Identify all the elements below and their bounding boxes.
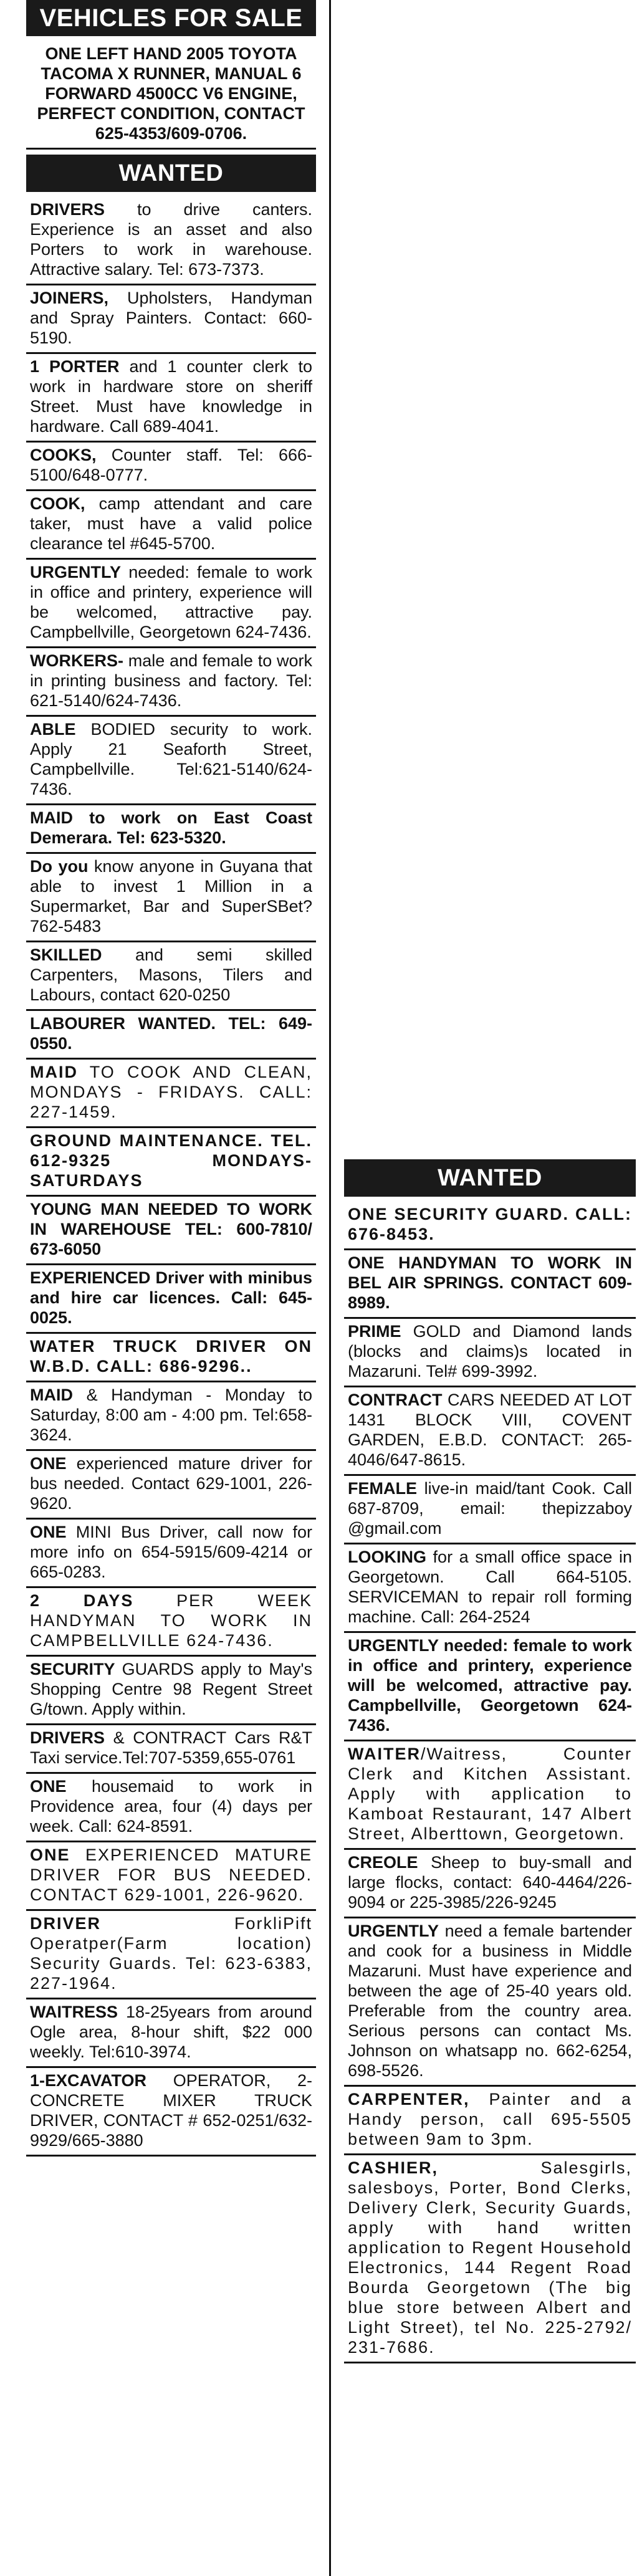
left-ad-item: [26, 1520, 316, 1588]
ad-lead: ABLE: [30, 720, 76, 739]
left-ad-item: [26, 942, 316, 1011]
left-ad-item: [26, 1999, 316, 2068]
ad-lead: COOK,: [30, 494, 85, 513]
right-ads-list: [344, 1202, 636, 2363]
ad-lead: PRIME: [348, 1322, 401, 1341]
ad-lead: SECURITY: [30, 1660, 115, 1678]
left-ad-item: [26, 854, 316, 942]
right-ad-item: [344, 1319, 636, 1387]
ad-text: OPERATOR, 2- CONCRETE MIXER TRUCK DRIVER, CONTACT # 652-0251/632-9929/665-3880: [30, 2071, 312, 2150]
ad-lead: YOUNG MAN NEEDED TO WORK IN WAREHOUSE TEL: 600-7810/ 673-6050: [30, 1200, 312, 1258]
right-ad-item: [344, 1544, 636, 1633]
ad-text: 18-25years from around Ogle area, 8-hour shift, $22 000 weekly. Tel:610-3974.: [30, 2003, 312, 2061]
ad-lead: ONE SECURITY GUARD. CALL: 676-8453.: [348, 1205, 632, 1243]
ad-text: Upholsters, Handyman and Spray Painters. Contact: 660-5190.: [30, 289, 312, 347]
ad-text: CARS NEEDED AT LOT 1431 BLOCK VIII, COVENT GARDEN, E.B.D. CONTACT: 265-4046/647-8615.: [348, 1391, 632, 1469]
ad-lead: ONE: [30, 1846, 70, 1864]
left-ad-item: [26, 1128, 316, 1197]
left-ad-item: [26, 354, 316, 443]
left-ad-item: [26, 2068, 316, 2157]
left-ad-item: [26, 1060, 316, 1128]
left-ad-item: [26, 1588, 316, 1657]
ad-lead: ONE: [30, 1454, 67, 1473]
ad-text: experienced mature driver for bus needed. Contact 629-1001, 226-9620.: [30, 1454, 312, 1513]
ad-text: Counter staff. Tel: 666-5100/648-0777.: [30, 446, 312, 484]
left-ad-item: [26, 443, 316, 491]
ad-lead: LOOKING: [348, 1548, 426, 1566]
left-column: [26, 0, 316, 2157]
ad-lead: GROUND MAINTENANCE. TEL. 612-9325 MONDAYS-SATURDAYS: [30, 1131, 312, 1190]
ad-lead: CREOLE: [348, 1853, 418, 1872]
left-ad-item: [26, 648, 316, 717]
ad-text: for a small office space in Georgetown. Call 664-5105. SERVICEMAN to repair roll forming machine. Call: 264-2524: [348, 1548, 632, 1626]
ad-lead: URGENTLY: [348, 1922, 439, 1940]
ad-text: Painter and a Handy person, call 695-5505 between 9am to 3pm.: [348, 2090, 632, 2148]
ad-lead: WAITRESS: [30, 2003, 118, 2021]
ad-text: GUARDS apply to May's Shopping Centre 98 Regent Street G/town. Apply within.: [30, 1660, 312, 1718]
ad-text: BODIED security to work. Apply 21 Seaforth Street, Campbellville. Tel:621-5140/624-7436.: [30, 720, 312, 798]
left-ad-item: [26, 1774, 316, 1842]
right-ad-item: [344, 1850, 636, 1918]
vehicles-for-sale-header: VEHICLES FOR SALE: [26, 0, 316, 36]
column-divider: [329, 0, 331, 2576]
ad-text: to drive canters. Experience is an asset and also Porters to work in warehouse. Attractive salary. Tel: 673-7373.: [30, 200, 312, 279]
ad-lead: URGENTLY: [30, 563, 122, 582]
wanted-header-right: WANTED: [344, 1159, 636, 1197]
ad-text: MINI Bus Driver, call now for more info on 654-5915/609-4214 or 665-0283.: [30, 1523, 312, 1581]
ad-lead: JOINERS,: [30, 289, 109, 307]
ad-lead: ONE: [30, 1777, 67, 1796]
ad-text: need a female bartender and cook for a business in Middle Mazaruni. Must have experience and between the age of 25-40 years old. Preferable from the country area. Serious persons can contact Ms. Johnson on whatsapp no. 662-6254, 698-5526.: [348, 1922, 632, 2080]
wanted-header-left: WANTED: [26, 155, 316, 192]
right-ad-item: [344, 1918, 636, 2087]
left-ad-item: [26, 285, 316, 354]
left-ad-item: [26, 717, 316, 805]
ad-lead: WORKERS-: [30, 651, 123, 670]
ad-lead: DRIVERS: [30, 1728, 105, 1747]
left-ad-item: [26, 1725, 316, 1774]
vehicle-ad: ONE LEFT HAND 2005 TOYOTA TACOMA X RUNNER, MANUAL 6 FORWARD 4500CC V6 ENGINE, PERFECT CONDITION, CONTACT 625-4353/609-0706.: [26, 41, 316, 150]
ad-text: camp attendant and care taker, must have a valid police clearance tel #645-5700.: [30, 494, 312, 553]
ad-lead: WAITER: [348, 1745, 421, 1763]
left-ad-item: [26, 1451, 316, 1520]
right-ad-item: [344, 2155, 636, 2363]
ad-lead: MAID: [30, 1063, 78, 1081]
ad-text: Sheep to buy-small and large flocks, contact: 640-4464/226-9094 or 225-3985/226-9245: [348, 1853, 632, 1912]
ad-lead: COOKS,: [30, 446, 97, 464]
ad-text: /Waitress, Counter Clerk and Kitchen Assistant. Apply with application to Kamboat Restaurant, 147 Albert Street, Alberttown, Georgetown.: [348, 1745, 632, 1843]
left-ad-item: [26, 560, 316, 648]
right-column: [344, 1159, 636, 2363]
ad-text: know anyone in Guyana that able to invest 1 Million in a Supermarket, Bar and SuperSBet? 762-5483: [30, 857, 313, 936]
left-ad-item: [26, 1265, 316, 1334]
left-ad-item: [26, 1011, 316, 1060]
left-ad-item: [26, 197, 316, 285]
ad-lead: CONTRACT: [348, 1391, 443, 1409]
ad-lead: ONE: [30, 1523, 67, 1541]
left-ad-item: [26, 805, 316, 854]
ad-text: & CONTRACT Cars R&T Taxi service.Tel:707-5359,655-0761: [30, 1728, 312, 1767]
right-ad-item: [344, 1202, 636, 1250]
right-ad-item: [344, 1741, 636, 1850]
right-ad-item: [344, 1476, 636, 1544]
ad-text: housemaid to work in Providence area, four (4) days per week. Call: 624-8591.: [30, 1777, 312, 1836]
right-ad-item: [344, 1633, 636, 1741]
ad-lead: SKILLED: [30, 946, 102, 964]
ad-lead: DRIVERS: [30, 200, 105, 219]
ad-lead: Do you: [30, 857, 89, 876]
right-ad-item: [344, 1387, 636, 1476]
left-ad-item: [26, 1334, 316, 1382]
ad-text: TO COOK AND CLEAN, MONDAYS - FRIDAYS. CALL: 227-1459.: [30, 1063, 312, 1121]
left-ad-item: [26, 491, 316, 560]
right-ad-item: [344, 1250, 636, 1319]
left-ad-item: [26, 1382, 316, 1451]
left-ad-item: [26, 1657, 316, 1725]
ad-text: needed: female to work in office and printery, experience will be welcomed, attractive pay. Campbellville, Georgetown 624-7436.: [30, 563, 312, 641]
left-ad-item: [26, 1842, 316, 1911]
ad-text: EXPERIENCED MATURE DRIVER FOR BUS NEEDED. CONTACT 629-1001, 226-9620.: [30, 1846, 312, 1904]
ad-lead: FEMALE: [348, 1479, 417, 1498]
ad-text: PER WEEK HANDYMAN TO WORK IN CAMPBELLVILLE 624-7436.: [30, 1591, 312, 1650]
ad-lead: WATER TRUCK DRIVER ON W.B.D. CALL: 686-9296..: [30, 1337, 312, 1376]
ad-lead: MAID: [30, 1386, 73, 1404]
ad-lead: EXPERIENCED Driver with minibus and hire car licences. Call: 645-0025.: [30, 1268, 312, 1327]
right-ad-item: [344, 2087, 636, 2155]
ad-text: male and female to work in printing business and factory. Tel: 621-5140/624-7436.: [30, 651, 312, 710]
ad-lead: ONE HANDYMAN TO WORK IN BEL AIR SPRINGS. CONTACT 609-8989.: [348, 1253, 632, 1312]
ad-lead: DRIVER: [30, 1914, 102, 1933]
ad-lead: 1-EXCAVATOR: [30, 2071, 147, 2090]
ad-text: Salesgirls, salesboys, Porter, Bond Clerks, Delivery Clerk, Security Guards, apply with hand written application to Regent Household Electronics, 144 Regent Road Bourda Georgetown (The big blue store between Albert and Light Street), tel No. 225-2792/ 231-7686.: [348, 2158, 632, 2357]
left-ads-list: [26, 197, 316, 2157]
ad-text: GOLD and Diamond lands (blocks and claims)s located in Mazaruni. Tel# 699-3992.: [348, 1322, 632, 1381]
ad-text: ForkliPift Operatper(Farm location) Security Guards. Tel: 623-6383, 227-1964.: [30, 1914, 312, 1993]
ad-lead: 1 PORTER: [30, 357, 120, 376]
ad-lead: CARPENTER,: [348, 2090, 470, 2109]
ad-lead: CASHIER,: [348, 2158, 439, 2177]
ad-lead: LABOURER WANTED. TEL: 649-0550.: [30, 1014, 312, 1053]
ad-text: and 1 counter clerk to work in hardware store on sheriff Street. Must have knowledge in hardware. Call 689-4041.: [30, 357, 312, 436]
ad-lead: URGENTLY needed: female to work in office and printery, experience will be welcomed, attractive pay. Campbellville, Georgetown 624-7436.: [348, 1636, 632, 1735]
ad-text: live-in maid/tant Cook. Call 687-8709, email: thepizzaboy @gmail.com: [348, 1479, 632, 1538]
left-ad-item: [26, 1197, 316, 1265]
ad-lead: 2 DAYS: [30, 1591, 134, 1610]
left-ad-item: [26, 1911, 316, 1999]
ad-text: & Handyman - Monday to Saturday, 8:00 am - 4:00 pm. Tel:658-3624.: [30, 1386, 312, 1444]
ad-lead: MAID to work on East Coast Demerara. Tel: 623-5320.: [30, 808, 312, 847]
ad-text: and semi skilled Carpenters, Masons, Tilers and Labours, contact 620-0250: [30, 946, 312, 1004]
